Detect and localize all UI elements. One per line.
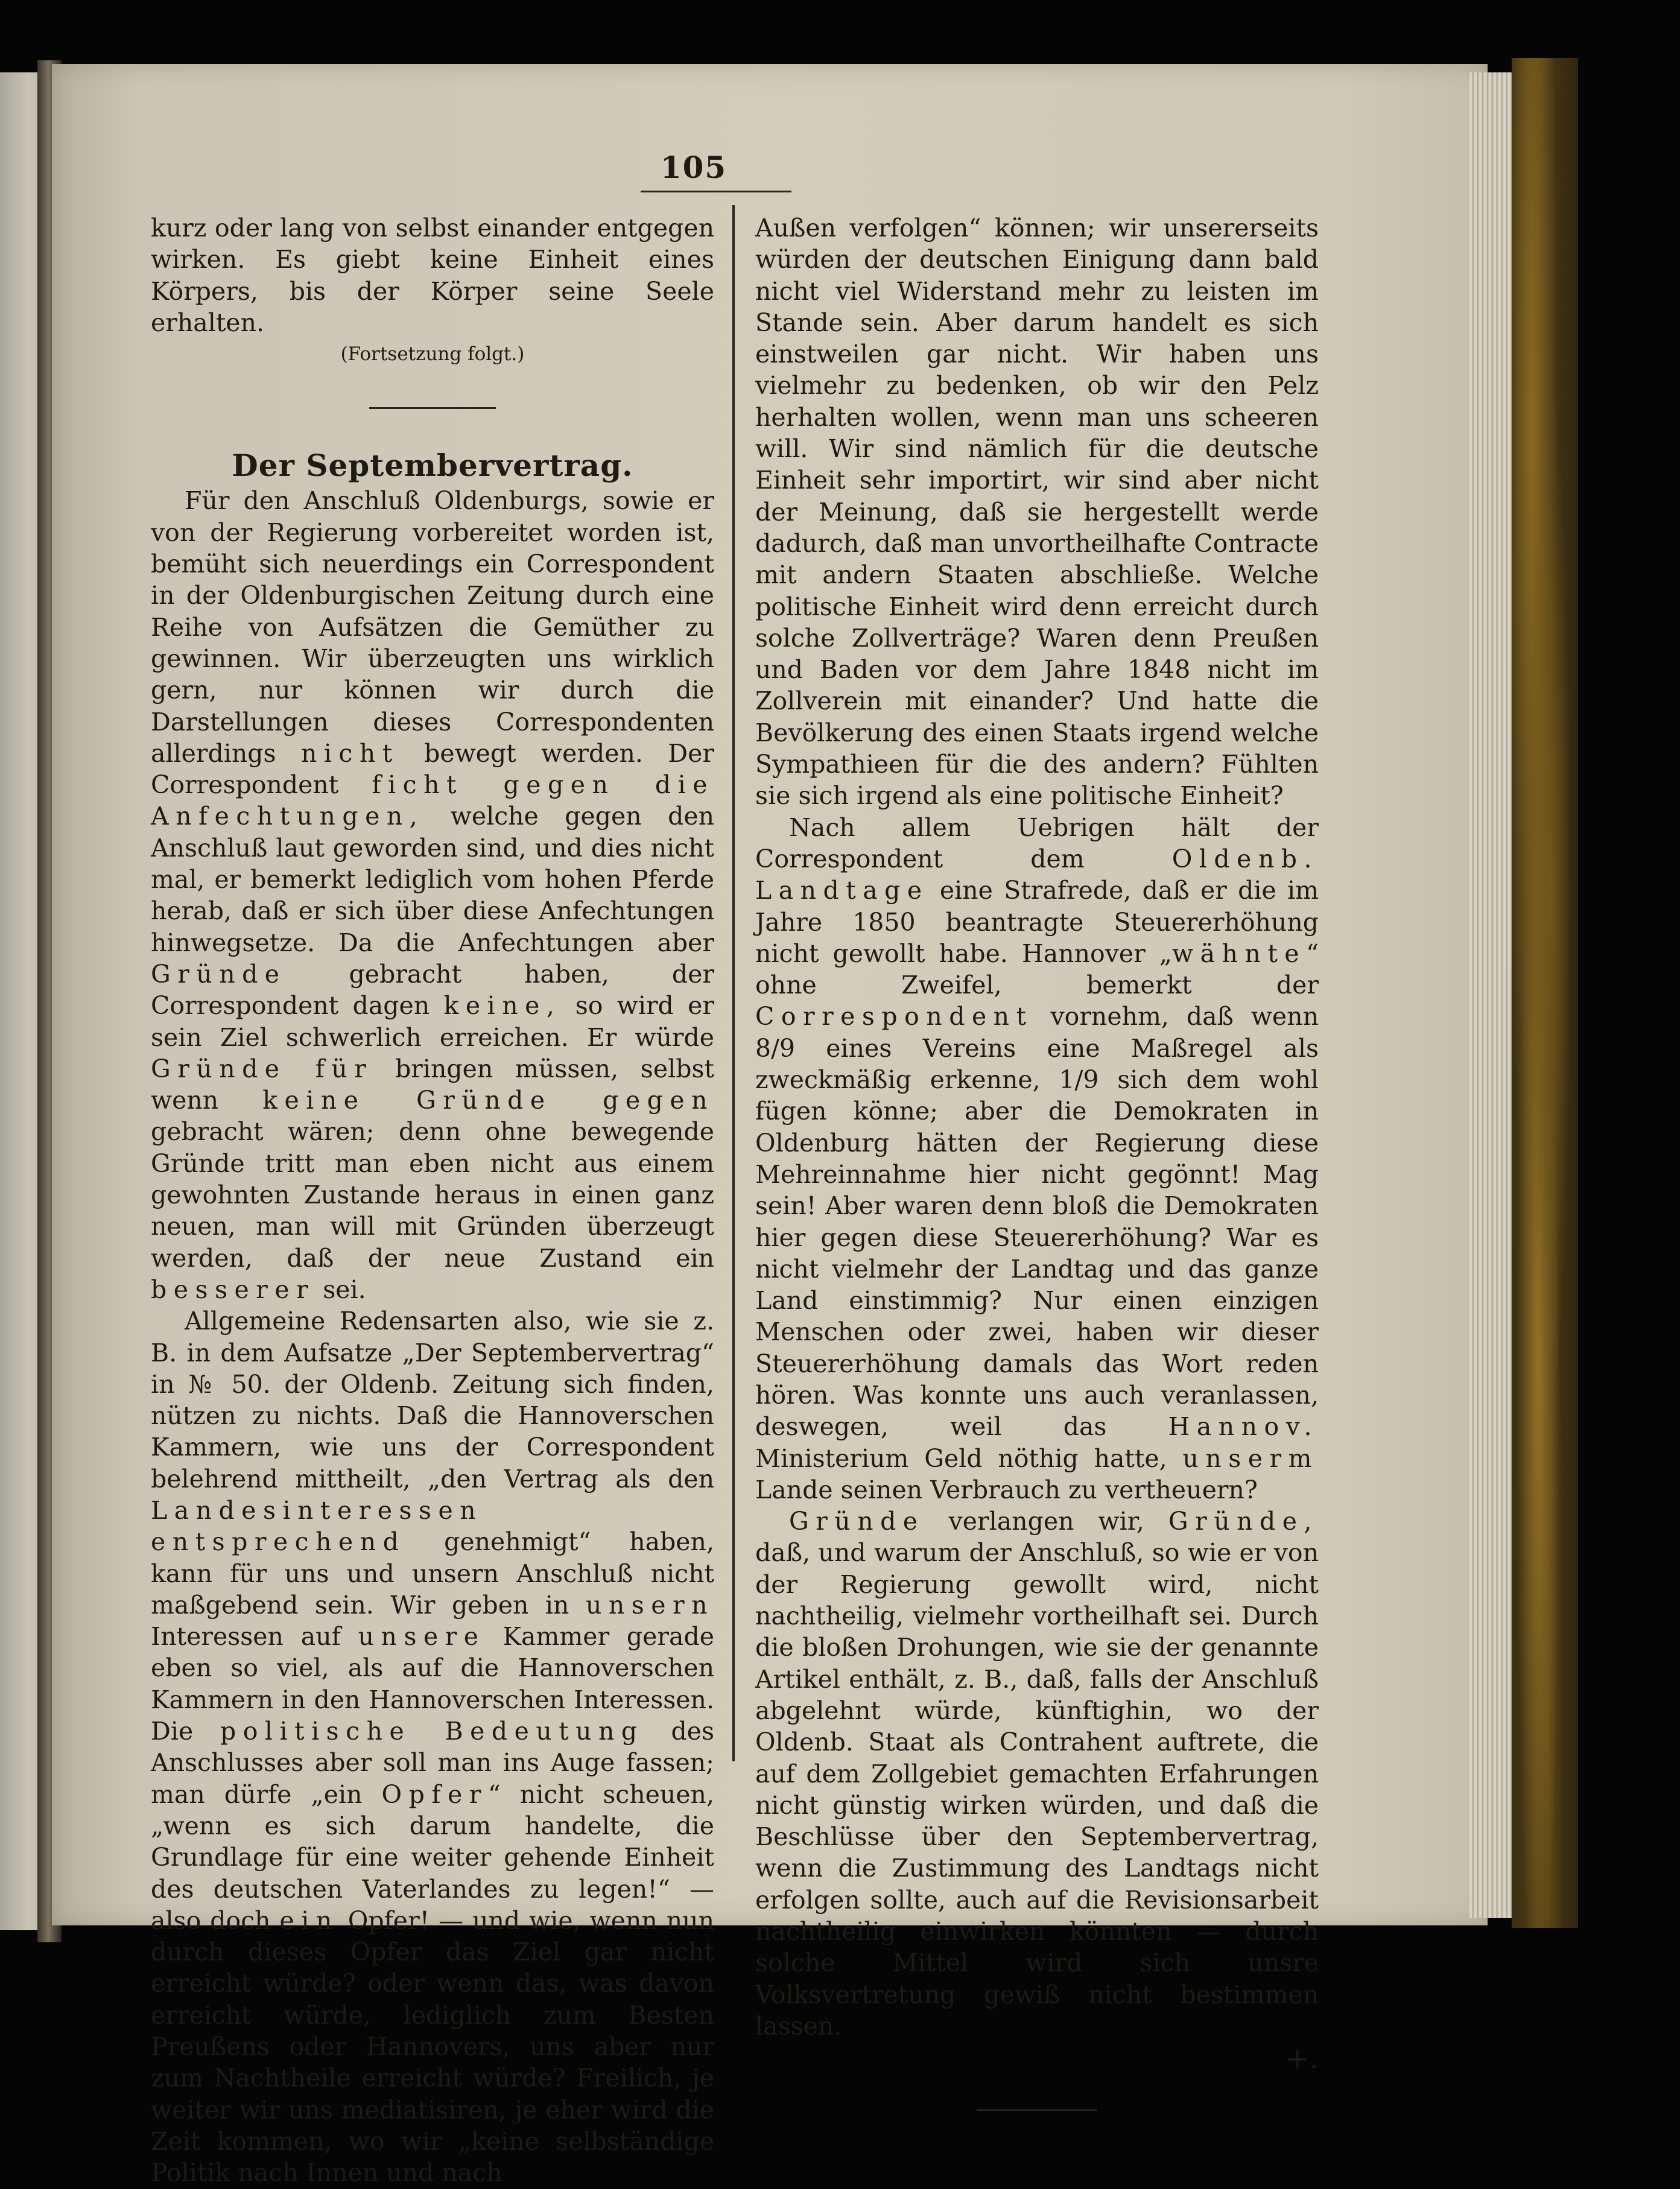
paragraph: Für den Anschluß Oldenburgs, sowie er von der Regierung vorbereitet worden ist, bemüht sich neuerdings ein Correspondent in der Oldenburgischen Zeitung durch eine Reihe von Aufsätzen die Gemüther zu gewinnen. Wir überzeugten uns wirklich gern, nur können wir durch die Darstellungen dieses Correspondenten allerdings nicht bewegt werden. Der Correspondent ficht gegen die Anfechtungen, welche gegen den Anschluß laut geworden sind, und dies nicht mal, er bemerkt lediglich vom hohen Pferde herab, daß er sich über diese Anfechtungen hinwegsetze. Da die Anfechtungen aber Gründe gebracht haben, der Correspondent dagen keine, so wird er sein Ziel schwerlich erreichen. Er würde Gründe für bringen müssen, selbst wenn keine Gründe gegen gebracht wären; denn ohne bewegende Gründe tritt man eben nicht aus einem gewohnten Zustande heraus in einen ganz neuen, man will mit Gründen überzeugt werden, daß der neue Zustand ein besserer sei. [151, 486, 714, 1304]
paragraph: Gründe verlangen wir, Gründe, daß, und warum der Anschluß, so wie er von der Regierung gewollt wird, nicht nachtheilig, vielmehr vortheilhaft sei. Durch die bloßen Drohungen, wie sie der genannte Artikel enthält, z. B., daß, falls der Anschluß abgelehnt würde, künftighin, wo der Oldenb. Staat als Contrahent auftrete, die auf dem Zollgebiet gemachten Erfahrungen nicht günstig wirken würden, und daß die Beschlüsse über den Septembervertrag, wenn die Zustimmung des Landtags nicht erfolgen sollte, auch auf die Revisionsarbeit nachtheilig einwirken könnten — durch solche Mittel wird sich unsre Volksvertretung gewiß nicht bestimmen lassen. [755, 1507, 1319, 2041]
paragraph: Allgemeine Redensarten also, wie sie z. B. in dem Aufsatze „Der Septembervertrag“ in № 50. der Oldenb. Zeitung sich finden, nützen zu nichts. Daß die Hannoverschen Kammern, wie uns der Correspondent belehrend mittheilt, „den Vertrag als den Landesinteressen entsprechend genehmigt“ haben, kann für uns und unsern Anschluß nicht maßgebend sein. Wir geben in unsern Interessen auf unsere Kammer gerade eben so viel, als auf die Hannoverschen Kammern in den Hannoverschen Interessen. Die politische Bedeutung des Anschlusses aber soll man ins Auge fassen; man dürfe „ein Opfer“ nicht scheuen, „wenn es sich darum handelte, die Grundlage für eine weiter gehende Einheit des deutschen Vaterlandes zu legen!“ — also doch ein Opfer! — und wie, wenn nun durch dieses Opfer das Ziel gar nicht erreicht würde? oder wenn das, was davon erreicht würde, lediglich zum Besten Preußens oder Hannovers, uns aber nur zum Nachtheile erreicht würde? Freilich, je weiter wir uns mediatisiren, je eher wird die Zeit kommen, wo wir „keine selbständige Politik nach Innen und nach [151, 1307, 714, 2188]
end-rule [977, 2109, 1097, 2111]
right-column [755, 212, 1319, 2111]
header-rule [641, 191, 791, 192]
page-edges [1469, 72, 1517, 1918]
left-column [151, 212, 714, 2189]
marbled-cover [1512, 58, 1578, 1928]
section-divider [369, 407, 496, 409]
section-title: Der Septembervertrag. [232, 448, 633, 484]
paragraph: Nach allem Uebrigen hält der Correspondent dem Oldenb. Landtage eine Strafrede, daß er die im Jahre 1850 beantragte Steuererhöhung nicht gewollt habe. Hannover „wähnte“ ohne Zweifel, bemerkt der Correspondent vornehm, daß wenn 8/9 eines Vereins eine Maßregel als zweckmäßig erkenne, 1/9 sich dem wohl fügen könne; aber die Demokraten in Oldenburg hätten der Regierung diese Mehreinnahme hier nicht gegönnt! Mag sein! Aber waren denn bloß die Demokraten hier gegen diese Steuererhöhung? War es nicht vielmehr der Landtag und das ganze Land einstimmig? Nur einen einzigen Menschen oder zwei, haben wir dieser Steuererhöhung damals das Wort reden hören. Was konnte uns auch veranlassen, deswegen, weil das Hannov. Ministerium Geld nöthig hatte, unserm Lande seinen Verbrauch zu vertheuern? [755, 813, 1319, 1504]
column-divider [732, 205, 735, 1761]
continuation-note: (Fortsetzung folgt.) [340, 343, 525, 366]
author-signature: +. [1285, 2042, 1319, 2076]
page-number: 105 [660, 150, 727, 185]
paragraph: Außen verfolgen“ können; wir unsererseits würden der deutschen Einigung dann bald nicht viel Widerstand mehr zu leisten im Stande sein. Aber darum handelt es sich einstweilen gar nicht. Wir haben uns vielmehr zu bedenken, ob wir den Pelz herhalten wollen, wenn man uns scheeren will. Wir sind nämlich für die deutsche Einheit sehr importirt, wir sind aber nicht der Meinung, daß sie hergestellt werde dadurch, daß man unvortheilhafte Contracte mit andern Staaten abschließe. Welche politische Einheit wird denn erreicht durch solche Zollverträge? Waren denn Preußen und Baden vor dem Jahre 1848 nicht im Zollverein mit einander? Und hatte die Bevölkerung des einen Staats irgend welche Sympathieen für die des andern? Fühlten sie sich irgend als eine politische Einheit? [755, 214, 1319, 811]
intro-text: kurz oder lang von selbst einander entgegen wirken. Es giebt keine Einheit eines Körpers, bis der Körper seine Seele erhalten. [151, 214, 714, 337]
